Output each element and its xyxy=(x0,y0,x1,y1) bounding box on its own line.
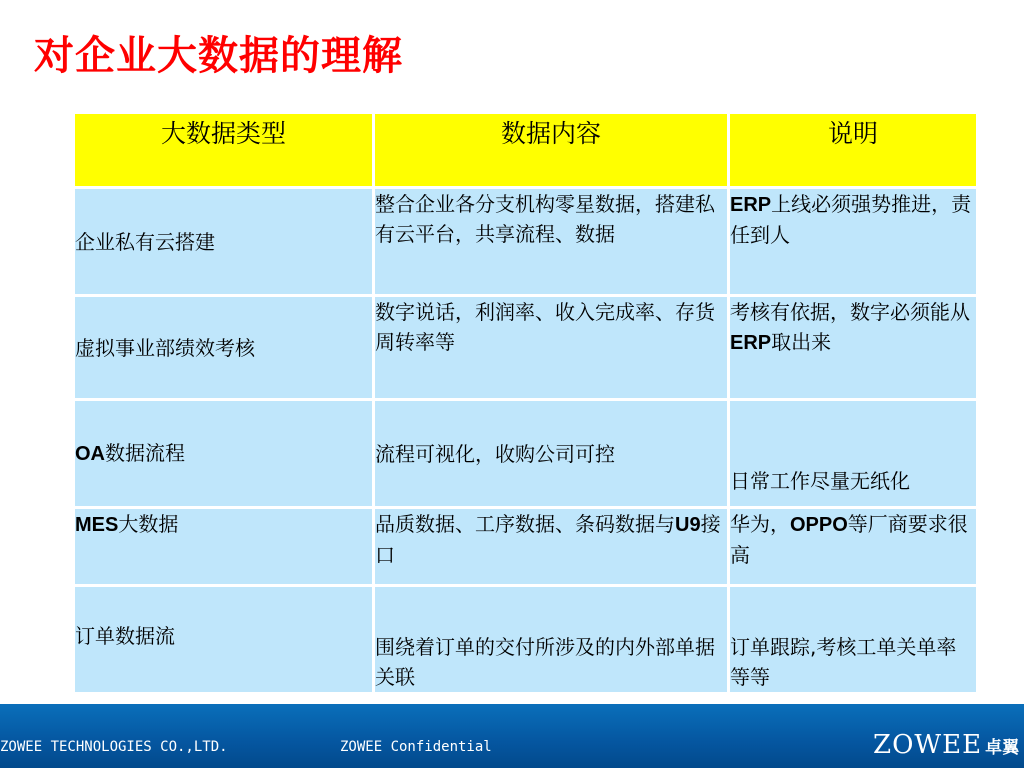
cell-note xyxy=(729,586,978,694)
cell-note-pre: 考核有依据，数字必须能从 xyxy=(730,300,970,324)
cell-content-text: 数字说话，利润率、收入完成率、存货周转率等 xyxy=(375,300,715,354)
cell-note xyxy=(729,400,978,508)
cell-type-en: OA xyxy=(75,443,105,465)
footer-confidential: ZOWEE Confidential xyxy=(340,739,492,755)
big-data-table xyxy=(72,111,979,695)
cell-type-text: 订单数据流 xyxy=(75,624,175,648)
footer-bar xyxy=(0,704,1024,768)
cell-note xyxy=(729,188,978,296)
cell-type xyxy=(74,400,374,508)
cell-type-rest: 大数据 xyxy=(118,512,179,536)
header-data-content: 数据内容 xyxy=(374,113,729,188)
cell-content-pre: 品质数据、工序数据、条码数据与 xyxy=(375,512,675,536)
table-row xyxy=(74,508,978,586)
cell-content-text: 整合企业各分支机构零星数据，搭建私有云平台，共享流程、数据 xyxy=(375,192,715,246)
cell-note-en: ERP xyxy=(730,194,772,216)
logo-text-en: ZOWEE xyxy=(873,730,983,760)
cell-note-rest: 上线必须强势推进，责任到人 xyxy=(730,192,972,247)
cell-content xyxy=(374,508,729,586)
cell-note-pre: 华为， xyxy=(730,512,790,536)
cell-note-en: ERP xyxy=(730,332,772,354)
cell-type xyxy=(74,296,374,400)
cell-content xyxy=(374,586,729,694)
cell-type-text: 虚拟事业部绩效考核 xyxy=(75,335,255,360)
footer-company-name: ZOWEE TECHNOLOGIES CO.,LTD. xyxy=(0,739,228,755)
logo-text-cn: 卓翼 xyxy=(985,738,1020,758)
cell-content-text: 围绕着订单的交付所涉及的内外部单据关联 xyxy=(375,635,715,689)
table-row xyxy=(74,296,978,400)
table-row xyxy=(74,188,978,296)
cell-type xyxy=(74,188,374,296)
cell-content xyxy=(374,188,729,296)
cell-note-text: 订单跟踪,考核工单关单率等等 xyxy=(730,635,957,689)
cell-type-rest: 数据流程 xyxy=(105,441,185,465)
table-row xyxy=(74,586,978,694)
cell-content xyxy=(374,296,729,400)
cell-content-en: U9 xyxy=(675,514,701,536)
cell-note-post: 等厂商要求很高 xyxy=(730,512,968,567)
cell-note-text: 日常工作尽量无纸化 xyxy=(730,469,910,493)
header-data-type: 大数据类型 xyxy=(74,113,374,188)
cell-content-post: 接口 xyxy=(375,512,721,567)
cell-type-en: MES xyxy=(75,514,119,536)
cell-type xyxy=(74,508,374,586)
cell-type xyxy=(74,586,374,694)
cell-note-en: OPPO xyxy=(790,514,848,536)
cell-note xyxy=(729,296,978,400)
cell-note-post: 取出来 xyxy=(771,330,832,354)
slide-title: 对企业大数据的理解 xyxy=(34,33,403,79)
cell-content-text: 流程可视化，收购公司可控 xyxy=(375,441,615,466)
cell-type-text: 企业私有云搭建 xyxy=(75,229,215,254)
table-row xyxy=(74,400,978,508)
cell-content xyxy=(374,400,729,508)
table-header-row xyxy=(74,113,978,188)
cell-note xyxy=(729,508,978,586)
header-description: 说明 xyxy=(729,113,978,188)
zowee-logo xyxy=(873,730,1019,760)
